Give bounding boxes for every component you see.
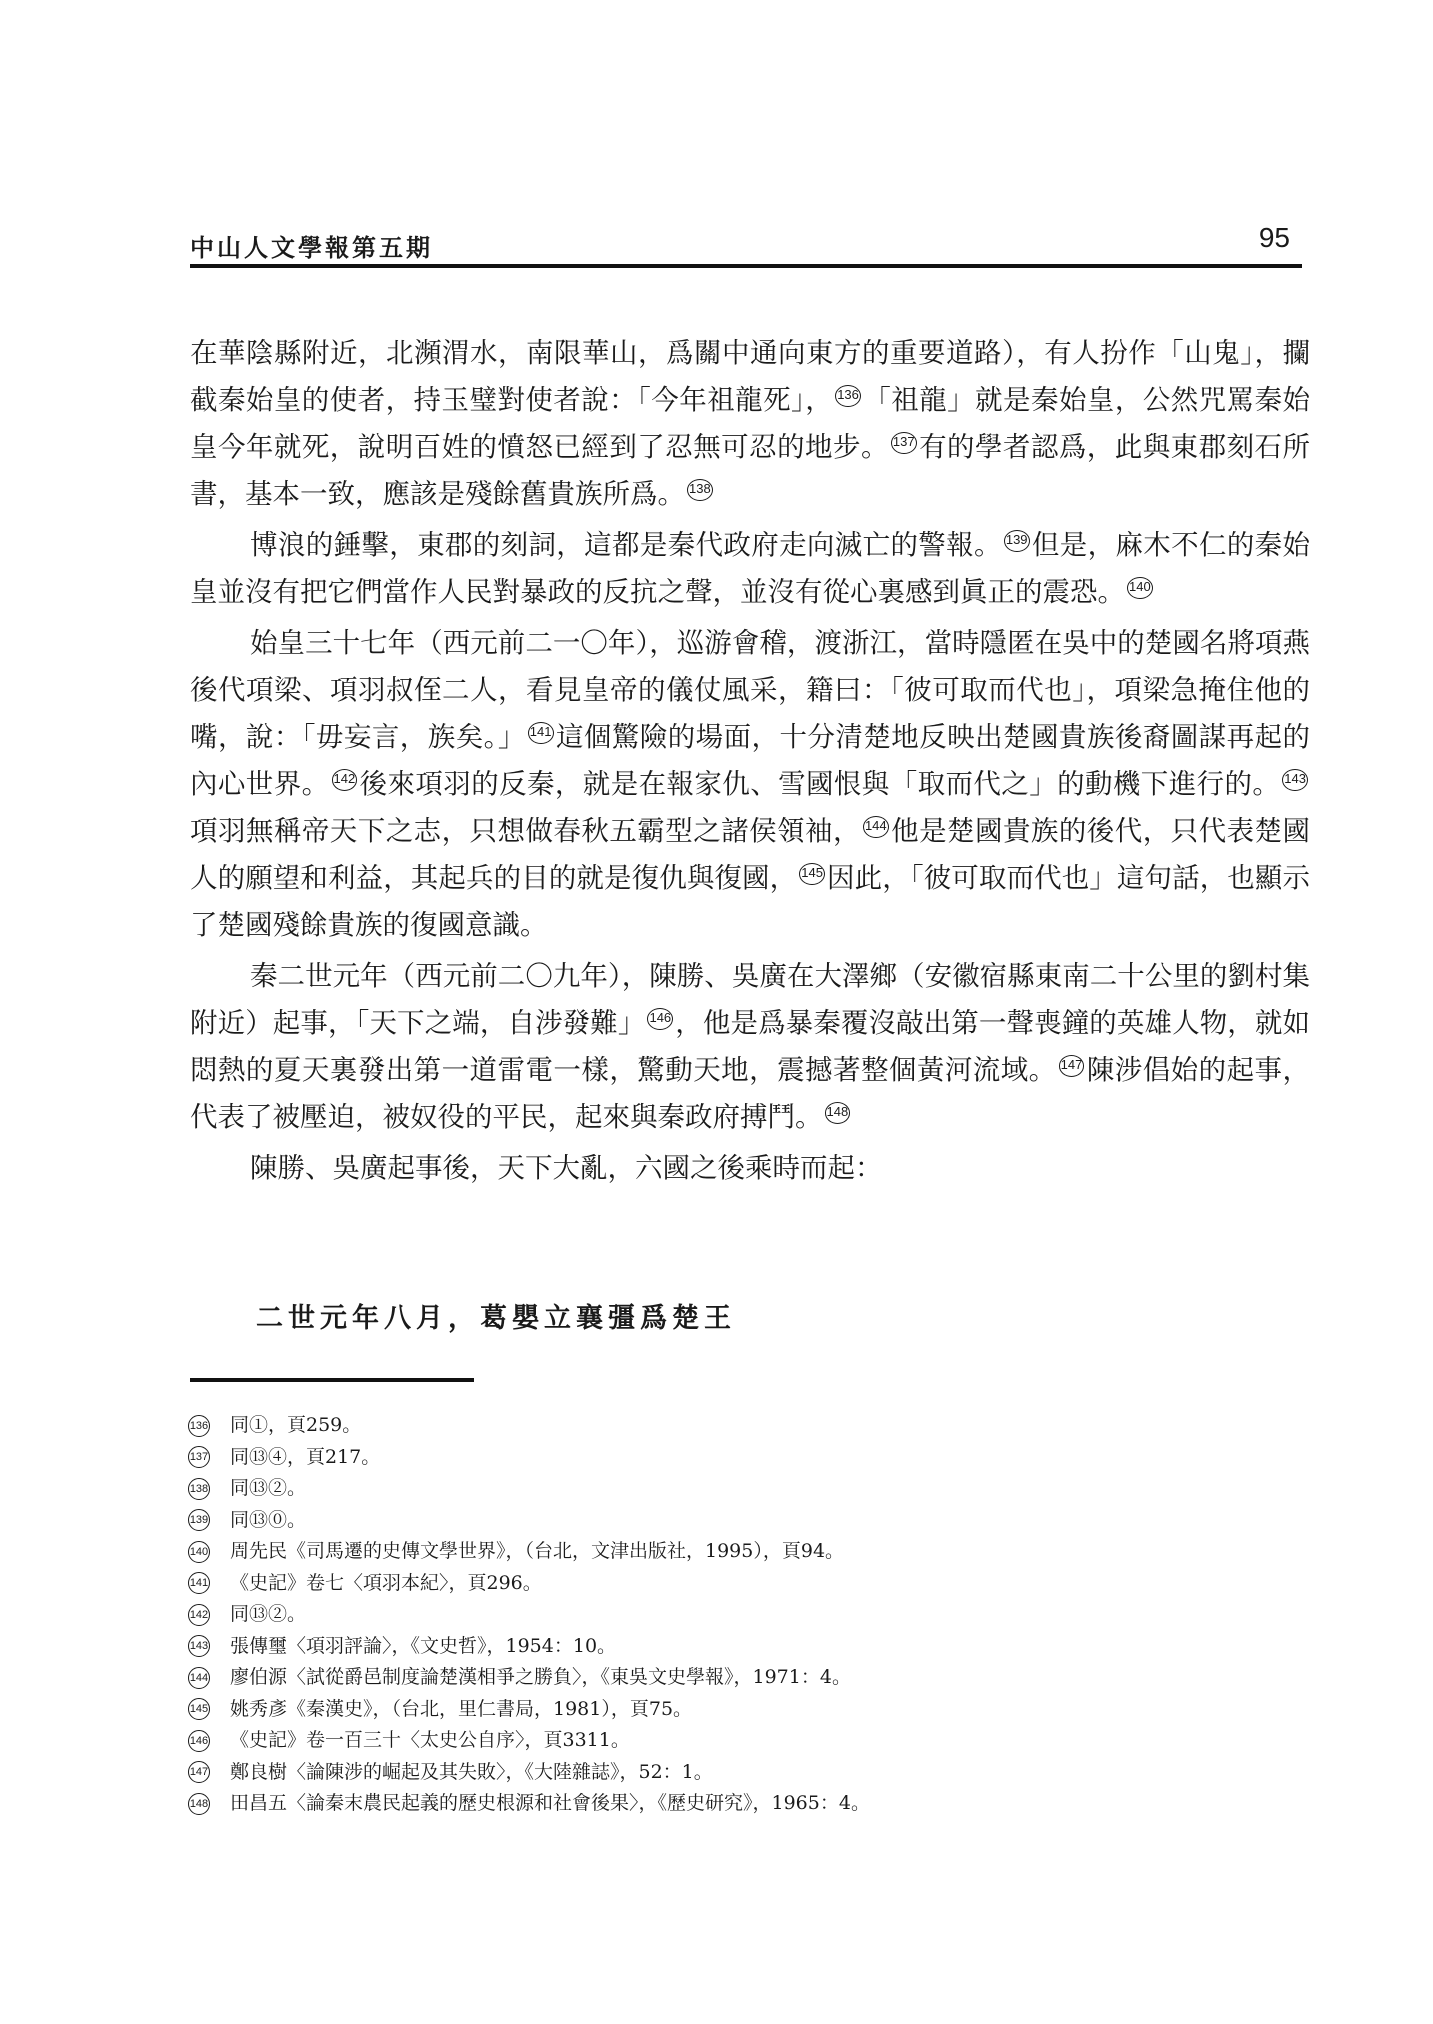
- footnote-number: 139: [188, 1509, 210, 1531]
- footnote-number: 144: [188, 1667, 210, 1689]
- text-run: 陳涉倡始的起事，代表了被壓迫，被奴役的平民，起來與秦政府搏鬥。: [190, 1054, 1311, 1133]
- paragraph: [190, 522, 1310, 616]
- footnote-text: 同⑬④，頁217。: [230, 1445, 381, 1468]
- footnote-number: 147: [188, 1761, 210, 1783]
- quoted-line: 二世元年八月，葛嬰立襄彊爲楚王: [256, 1303, 736, 1334]
- footnote-number: 142: [188, 1604, 210, 1626]
- paragraph: [190, 1145, 1310, 1192]
- footnote-reference[interactable]: 142: [332, 769, 358, 791]
- page-number: 95: [1258, 222, 1290, 253]
- body-text: [190, 330, 1310, 1196]
- footnote-reference[interactable]: 137: [891, 432, 917, 454]
- footnote-number: 143: [188, 1635, 210, 1657]
- footnote-item: [188, 1725, 1288, 1757]
- footnote-item: [188, 1757, 1288, 1789]
- footnote-text: 《史記》卷一百三十〈太史公自序〉，頁3311。: [230, 1729, 630, 1751]
- text-run: 他是楚國貴族的後代，只代表楚國人的願望和利益，其起兵的目的就是復仇與復國，: [190, 815, 1310, 894]
- footnote-item: [188, 1473, 1288, 1505]
- footnote-text: 廖伯源〈試從爵邑制度論楚漢相爭之勝負〉，《東吳文史學報》，1971：4。: [230, 1666, 851, 1688]
- footnote-reference[interactable]: 143: [1282, 769, 1308, 791]
- footnotes: [188, 1410, 1288, 1820]
- text-run: 始皇三十七年（西元前二一〇年），巡游會稽，渡浙江，當時隱匿在吳中的楚國名將項燕後代項梁、項羽叔侄二人，看見皇帝的儀仗風采，籍曰：「彼可取而代也」，項梁急掩住他的嘴，說：「毋妄言，族矣。」: [190, 627, 1310, 753]
- text-run: 項羽無稱帝天下之志，只想做春秋五霸型之諸侯領袖，: [190, 815, 861, 847]
- text-run: ，他是爲暴秦覆沒敲出第一聲喪鐘的英雄人物，就如悶熱的夏天裏發出第一道雷電一樣，驚動天地，震撼著整個黃河流域。: [190, 1007, 1310, 1086]
- paragraph: [190, 620, 1310, 949]
- header-rule: [190, 264, 1302, 268]
- footnote-text: 同⑬⓪。: [230, 1508, 307, 1531]
- footnote-number: 145: [188, 1698, 210, 1720]
- footnote-item: [188, 1599, 1288, 1631]
- footnote-number: 141: [188, 1572, 210, 1594]
- footnote-number: 140: [188, 1541, 210, 1563]
- footnote-text: 同①，頁259。: [230, 1414, 362, 1436]
- footnote-reference[interactable]: 144: [863, 816, 889, 838]
- footnote-number: 148: [188, 1793, 210, 1815]
- text-run: 陳勝、吳廣起事後，天下大亂，六國之後乘時而起：: [250, 1152, 883, 1184]
- text-run: 「祖龍」就是秦始皇，公然咒罵秦始皇今年就死，說明百姓的憤怒已經到了忍無可忍的地步。: [190, 384, 1311, 463]
- text-run: 但是，麻木不仁的秦始皇並沒有把它們當作人民對暴政的反抗之聲，並沒有從心裏感到眞正的震恐。: [190, 529, 1311, 608]
- footnote-item: [188, 1536, 1288, 1568]
- footnote-reference[interactable]: 139: [1004, 530, 1030, 552]
- text-run: 有的學者認爲，此與東郡刻石所書，基本一致，應該是殘餘舊貴族所爲。: [190, 431, 1310, 510]
- footnote-text: 同⑬②。: [230, 1477, 307, 1499]
- footnote-text: 周先民《司馬遷的史傳文學世界》，（台北，文津出版社，1995），頁94。: [230, 1540, 845, 1562]
- text-run: 後來項羽的反秦，就是在報家仇、雪國恨與「取而代之」的動機下進行的。: [359, 768, 1281, 800]
- footnote-item: [188, 1662, 1288, 1694]
- footnote-reference[interactable]: 141: [528, 722, 554, 744]
- footnote-text: 鄭良樹〈論陳涉的崛起及其失敗〉，《大陸雜誌》，52：1。: [230, 1760, 713, 1783]
- text-run: 因此，「彼可取而代也」這句話，也顯示了楚國殘餘貴族的復國意識。: [190, 862, 1311, 941]
- text-run: 在華陰縣附近，北瀕渭水，南限華山，爲關中通向東方的重要道路），有人扮作「山鬼」，攔截秦始皇的使者，持玉璧對使者說：「今年祖龍死」，: [190, 337, 1310, 416]
- footnote-text: 姚秀彥《秦漢史》，（台北，里仁書局，1981），頁75。: [230, 1697, 693, 1720]
- footnote-item: [188, 1631, 1288, 1663]
- footnote-item: [188, 1442, 1288, 1474]
- footnote-reference[interactable]: 140: [1127, 577, 1153, 599]
- footnote-item: [188, 1694, 1288, 1726]
- footnote-number: 146: [188, 1730, 210, 1752]
- text-run: 博浪的錘擊，東郡的刻詞，這都是秦代政府走向滅亡的警報。: [250, 529, 1002, 561]
- footnote-reference[interactable]: 145: [799, 863, 825, 885]
- footnote-text: 同⑬②。: [230, 1603, 307, 1625]
- text-run: 秦二世元年（西元前二〇九年），陳勝、吳廣在大澤鄉（安徽宿縣東南二十公里的劉村集附近）起事，「天下之端，自涉發難」: [190, 960, 1310, 1039]
- running-header: [190, 222, 1300, 266]
- footnote-number: 137: [188, 1446, 210, 1468]
- footnote-item: [188, 1410, 1288, 1442]
- footnote-item: [188, 1788, 1288, 1820]
- footnote-reference[interactable]: 136: [835, 385, 861, 407]
- footnote-text: 《史記》卷七〈項羽本紀〉，頁296。: [230, 1571, 542, 1594]
- text-run: 這個驚險的場面，十分清楚地反映出楚國貴族後裔圖謀再起的內心世界。: [190, 721, 1311, 800]
- footnote-item: [188, 1568, 1288, 1600]
- paragraph: [190, 330, 1310, 518]
- footnote-text: 田昌五〈論秦末農民起義的歷史根源和社會後果〉，《歷史研究》，1965：4。: [230, 1792, 870, 1814]
- journal-title: 中山人文學報第五期: [190, 233, 433, 262]
- footnote-item: [188, 1505, 1288, 1537]
- footnote-reference[interactable]: 147: [1059, 1055, 1085, 1077]
- footnote-reference[interactable]: 148: [825, 1102, 851, 1124]
- footnote-rule: [190, 1378, 474, 1382]
- footnote-number: 138: [188, 1478, 210, 1500]
- footnote-text: 張傳璽〈項羽評論〉，《文史哲》，1954：10。: [230, 1634, 617, 1657]
- paragraph: [190, 953, 1310, 1141]
- footnote-number: 136: [188, 1415, 210, 1437]
- footnote-reference[interactable]: 138: [687, 479, 713, 501]
- footnote-reference[interactable]: 146: [647, 1008, 673, 1030]
